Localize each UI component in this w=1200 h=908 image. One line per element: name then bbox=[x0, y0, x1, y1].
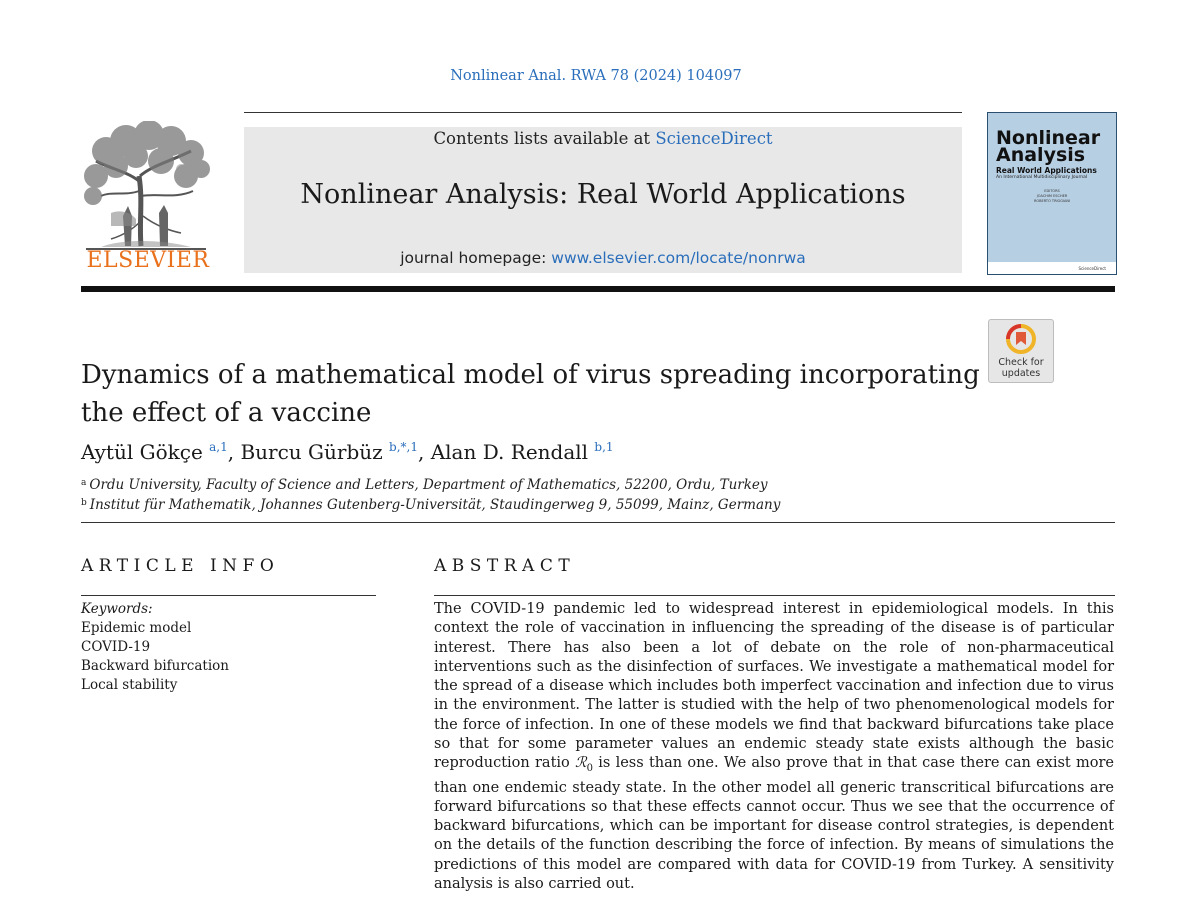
keyword-item: Local stability bbox=[81, 677, 178, 693]
elsevier-wordmark[interactable]: ELSEVIER bbox=[86, 248, 210, 273]
affiliation-text: Ordu University, Faculty of Science and Letters, Department of Mathematics, 52200, Ordu, Turkey bbox=[89, 477, 768, 493]
abstract-text-part2: is less than one. We also prove that in that case there can exist more than one endemic steady state. In the other model all generic transcritical bifurcations are forward bifurcations so that these effects cannot occur. Thus we see that the occurrence of backward bifurcations, which can be important for disease control strategies, is dependent on the details of the function describing the force of infection. By means of simulations the predictions of this model are compared with data for COVID-19 from Turkey. A sensitivity analysis is also carried out. bbox=[434, 755, 1114, 893]
author-list bbox=[81, 440, 614, 464]
abstract-text bbox=[434, 600, 1114, 894]
cover-title-line1: Nonlinear bbox=[996, 127, 1101, 149]
keyword-item: COVID-19 bbox=[81, 639, 151, 655]
keyword-item: Backward bifurcation bbox=[81, 658, 229, 674]
header-thick-rule bbox=[81, 286, 1115, 292]
abstract-heading: ABSTRACT bbox=[434, 556, 576, 576]
cover-editor-1: JOACHIM ESCHER bbox=[1036, 194, 1068, 198]
citation-line[interactable]: Nonlinear Anal. RWA 78 (2024) 104097 bbox=[450, 68, 742, 84]
author-separator: , bbox=[418, 440, 431, 464]
abstract-text-part1: The COVID-19 pandemic led to widespread interest in epidemiological models. In this context the role of vaccination in influencing the spreading of the disease is of particular interest. There has also been a lot of debate on the role of non-pharmaceutical interventions such as the disinfection of surfaces. We investigate a mathematical model for the spread of a disease which includes both imperfect vaccination and infection due to virus in the environment. The latter is studied with the help of two phenomenological models for the force of infection. In one of these models we find that backward bifurcations take place so that for some parameter values an endemic steady state exists although the basic reproduction ratio bbox=[434, 601, 1114, 772]
affiliation-b bbox=[81, 497, 780, 513]
cover-editors bbox=[988, 189, 1116, 204]
keywords-block bbox=[81, 600, 229, 695]
affiliation-text: Institut für Mathematik, Johannes Gutenberg-Universität, Staudingerweg 9, 55099, Mainz, Germany bbox=[89, 497, 781, 513]
contents-prefix: Contents lists available at bbox=[433, 129, 656, 148]
check-updates-label bbox=[989, 357, 1053, 379]
author-affiliation-mark[interactable]: b,1 bbox=[594, 440, 614, 454]
sciencedirect-link[interactable]: ScienceDirect bbox=[655, 129, 773, 148]
homepage-prefix: journal homepage: bbox=[400, 249, 552, 267]
cover-title-line2: Analysis bbox=[996, 144, 1086, 166]
homepage-line bbox=[244, 249, 962, 267]
journal-cover[interactable] bbox=[987, 112, 1117, 275]
r0-subscript: 0 bbox=[586, 763, 593, 775]
cover-footer: ScienceDirect bbox=[1078, 266, 1106, 271]
journal-homepage-link[interactable]: www.elsevier.com/locate/nonrwa bbox=[551, 249, 806, 267]
check-updates-line1: Check for bbox=[998, 357, 1044, 368]
title-rule bbox=[81, 522, 1115, 523]
r0-symbol: ℛ bbox=[575, 755, 587, 772]
author-affiliation-mark[interactable]: b,*,1 bbox=[389, 440, 418, 454]
keyword-item: Epidemic model bbox=[81, 620, 192, 636]
article-info-heading: ARTICLE INFO bbox=[81, 556, 280, 576]
author-separator: , bbox=[227, 440, 241, 464]
check-updates-icon bbox=[1005, 323, 1037, 355]
cover-editor-2: ROBERTO TRIGGIANI bbox=[1033, 199, 1071, 203]
check-for-updates-button[interactable] bbox=[988, 319, 1054, 383]
contents-line bbox=[244, 129, 962, 148]
cover-editors-label: EDITORS bbox=[1044, 189, 1060, 193]
journal-title: Nonlinear Analysis: Real World Applications bbox=[300, 179, 906, 210]
keywords-label: Keywords: bbox=[81, 601, 153, 617]
affiliation-a bbox=[81, 477, 768, 493]
top-rule bbox=[244, 112, 962, 113]
author-name[interactable]: Burcu Gürbüz bbox=[240, 440, 383, 464]
affiliation-mark: b bbox=[81, 498, 87, 508]
affiliation-mark: a bbox=[81, 478, 87, 488]
check-updates-line2: updates bbox=[1001, 368, 1041, 379]
journal-header bbox=[244, 127, 962, 273]
cover-title bbox=[996, 127, 1101, 166]
cover-subtitle-2: An International Multidisciplinary Journal bbox=[996, 175, 1088, 180]
cover-subtitle: Real World Applications bbox=[996, 166, 1097, 175]
article-title: Dynamics of a mathematical model of virus spreading incorporating the effect of a vaccine bbox=[81, 360, 980, 428]
author-affiliation-mark[interactable]: a,1 bbox=[209, 440, 228, 454]
author-name[interactable]: Aytül Gökçe bbox=[81, 440, 203, 464]
author-name[interactable]: Alan D. Rendall bbox=[430, 440, 589, 464]
article-info-rule bbox=[81, 595, 376, 596]
abstract-rule bbox=[434, 595, 1115, 596]
